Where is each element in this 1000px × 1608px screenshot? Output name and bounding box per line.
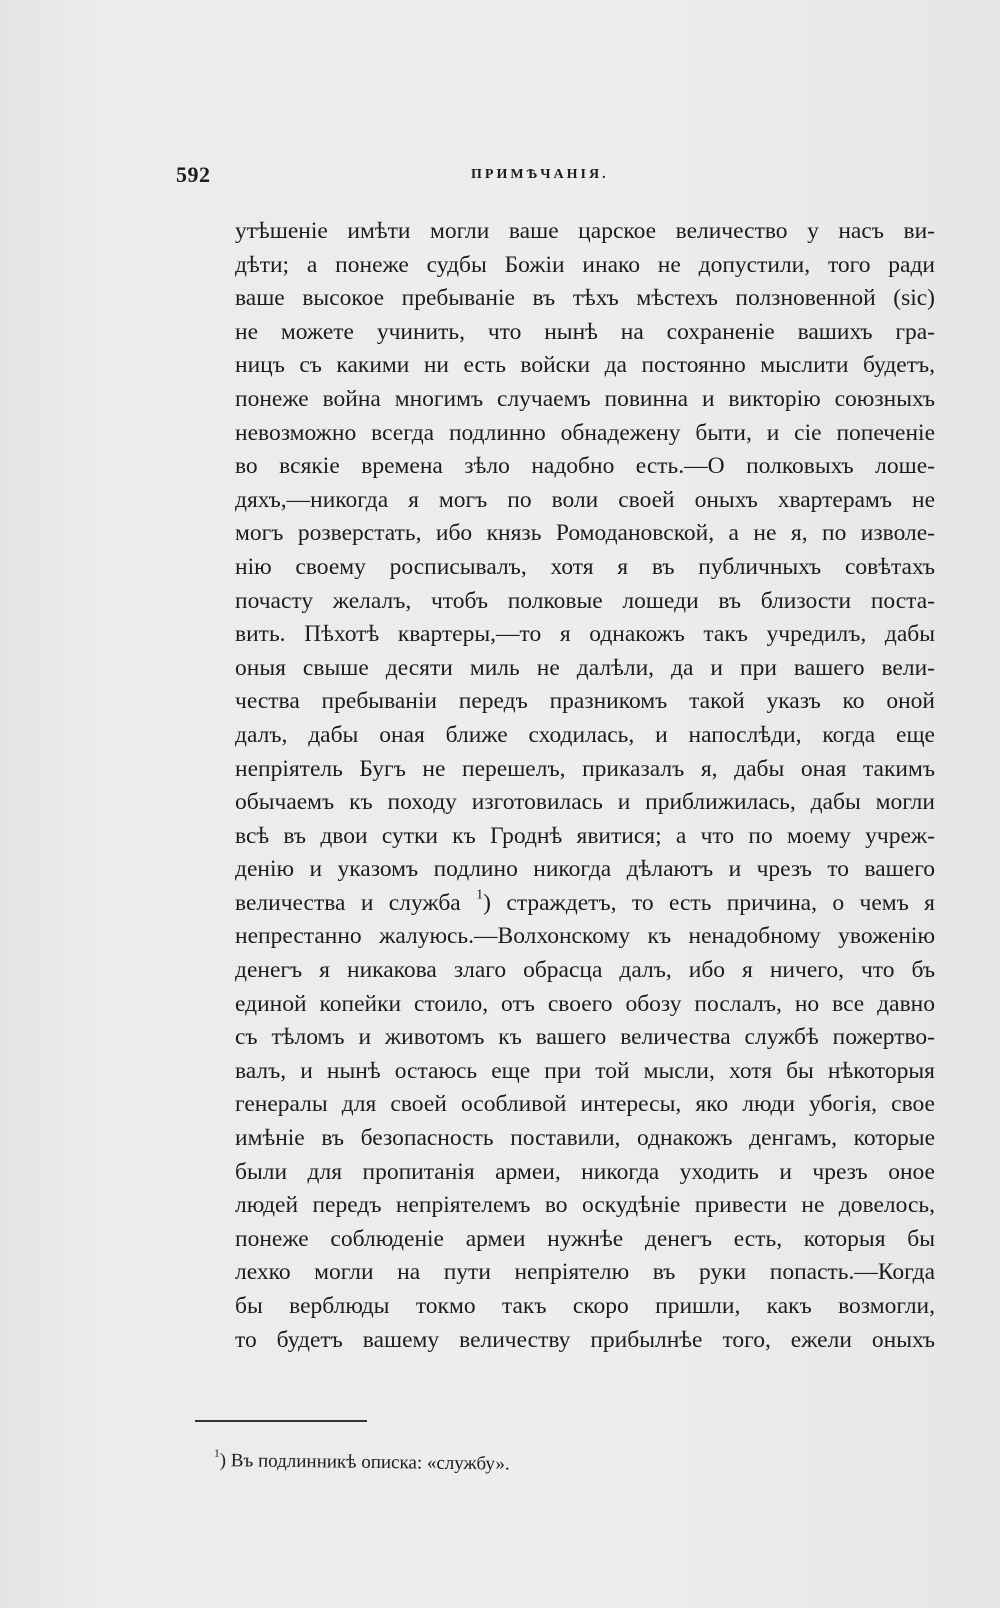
text-line: не можете учинить, что нынѣ на сохраненіе вашихъ гра- xyxy=(235,318,935,345)
text-line: непрестанно жалуюсь.—Волхонскому къ ненадобному увоженію xyxy=(235,923,935,950)
text-line-end: ) страждетъ, то есть причина, о чемъ я xyxy=(483,889,935,916)
text-line: бы верблюды токмо такъ скоро пришли, какъ возмогли, xyxy=(235,1293,935,1319)
text-line: далъ, дабы оная ближе сходилась, и напослѣди, когда еще xyxy=(235,721,935,748)
text-line: дяхъ,—никогда я могъ по воли своей оныхъ хвартерамъ не xyxy=(235,486,935,513)
text-line: имѣніе въ безопасность поставили, однакожъ денгамъ, которые xyxy=(235,1125,935,1152)
text-line: то будетъ вашему величеству прибылнѣе того, ежели оныхъ xyxy=(235,1326,935,1353)
text-line: денегъ я никакова злаго обрасца далъ, ибо я ничего, что бъ xyxy=(235,957,935,984)
footnote-divider xyxy=(195,1420,367,1422)
text-line: во всякіе времена зѣло надобно есть.—О полковыхъ лоше- xyxy=(235,453,935,480)
text-line-with-note xyxy=(235,887,935,921)
footnote xyxy=(214,1447,510,1476)
text-line: почасту желалъ, чтобъ полковые лошеди въ близости поста- xyxy=(235,587,935,614)
text-line: единой копейки стоило, отъ своего обозу послалъ, но все давно xyxy=(235,990,935,1017)
text-line: ницъ съ какими ни есть войски да постоянно мыслити будетъ, xyxy=(235,352,935,379)
text-line: чества пребываніи передъ празникомъ такой указъ ко оной xyxy=(235,688,935,715)
text-line: генералы для своей особливой интересы, яко люди убогія, свое xyxy=(235,1091,935,1118)
text-line: лехко могли на пути непріятелю въ руки попасть.—Когда xyxy=(235,1259,935,1286)
text-line: людей передъ непріятелемъ во оскудѣніе привести не довелось, xyxy=(235,1192,935,1219)
text-line: непріятель Бугъ не перешелъ, приказалъ я, дабы оная такимъ xyxy=(235,755,935,782)
text-line: всѣ въ двои сутки къ Гроднѣ явитися; а что по моему учреж- xyxy=(235,822,935,849)
text-line: были для пропитанія армеи, никогда уходить и чрезъ оное xyxy=(235,1158,935,1185)
page-number: 592 xyxy=(176,162,211,187)
text-line: дѣти; а понеже судбы Божіи инако не допустили, того ради xyxy=(235,251,935,278)
text-line: невозможно всегда подлинно обнадежену быти, и сіе попеченіе xyxy=(235,419,935,446)
text-line: оныя свыше десяти миль не далѣли, да и при вашего вели- xyxy=(235,654,935,681)
text-line: могъ розверстать, ибо князь Ромодановской, а не я, по изволе- xyxy=(235,520,935,547)
footnote-text: ) Въ подлинникѣ описка: «службу». xyxy=(219,1450,510,1475)
text-line: вить. Пѣхотѣ квартеры,—то я однакожъ такъ учредилъ, дабы xyxy=(235,621,935,648)
body-text xyxy=(235,215,935,1357)
text-line: утѣшеніе имѣти могли ваше царское величество у насъ ви- xyxy=(235,218,935,244)
text-line-start: величества и служба xyxy=(235,889,461,916)
page-header xyxy=(176,162,946,192)
text-line: нію своему росписывалъ, хотя я въ публичныхъ совѣтахъ xyxy=(235,553,935,580)
text-line: понеже соблюденіе армеи нужнѣе денегъ есть, которыя бы xyxy=(235,1225,935,1252)
footnote-marker: 1 xyxy=(214,1447,220,1460)
text-line: съ тѣломъ и животомъ къ вашего величества службѣ пожертво- xyxy=(235,1024,935,1051)
text-line: обычаемъ къ походу изготовилась и приближилась, дабы могли xyxy=(235,789,935,816)
text-line: валъ, и нынѣ остаюсь еще при той мысли, хотя бы нѣкоторыя xyxy=(235,1057,935,1084)
footnote-reference: 1 xyxy=(476,886,484,903)
text-line: ваше высокое пребываніе въ тѣхъ мѣстехъ ползновенной (sic) xyxy=(235,285,935,312)
running-title: ПРИМѢЧАНІЯ. xyxy=(471,167,609,182)
text-line: понеже война многимъ случаемъ повинна и викторію союзныхъ xyxy=(235,385,935,412)
text-line: денію и указомъ подлино никогда дѣлаютъ и чрезъ то вашего xyxy=(235,856,935,883)
